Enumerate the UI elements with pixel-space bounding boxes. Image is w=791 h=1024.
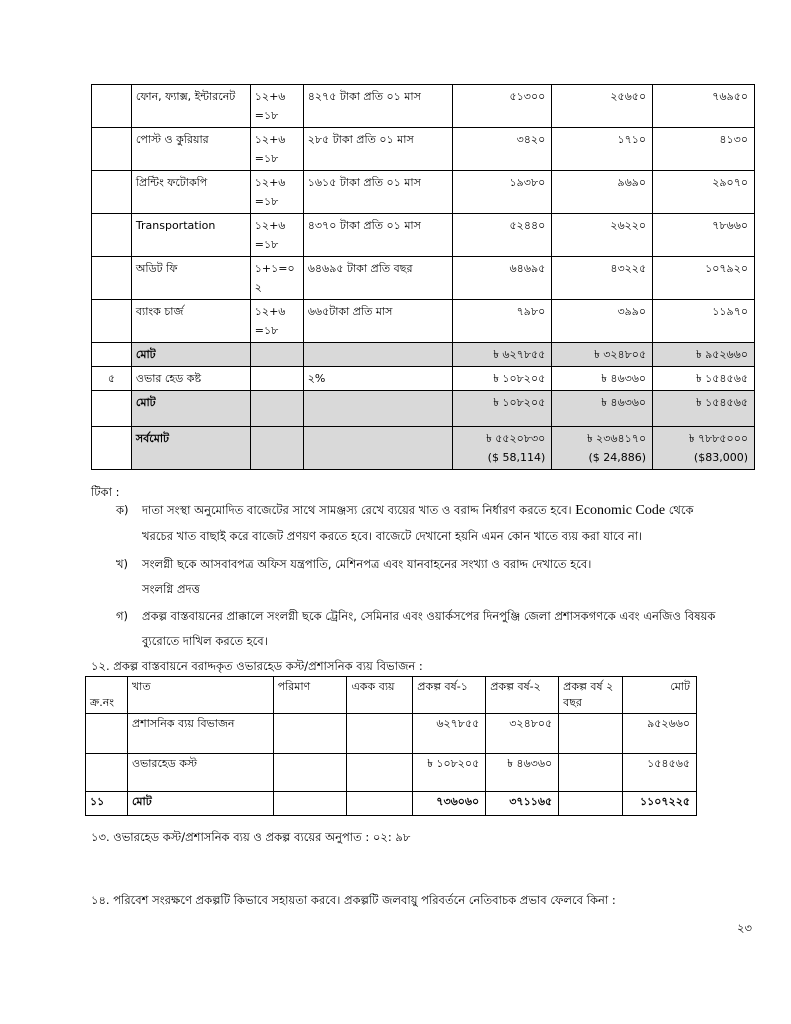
overhead-rate: ২% [303, 367, 453, 391]
item-rate: ৬৪৬৯৫ টাকা প্রতি বছর [303, 257, 453, 300]
overhead-year1: ৳ ১০৮২০৫ [453, 367, 552, 391]
item-year2: ২৫৬৫০ [552, 85, 653, 128]
overhead-total: ৳ ১৫৪৫৬৫ [653, 367, 755, 391]
row-item: প্রশাসনিক ব্যয় বিভাজন [127, 714, 273, 754]
item-serial [92, 257, 132, 300]
row-year3 [559, 714, 623, 754]
row-year2: ৳ ৪৬৩৬০ [486, 754, 559, 792]
item-total: ১১৯৭০ [653, 300, 755, 343]
item-year1: ১৯৩৮০ [453, 171, 552, 214]
grand-total-row [92, 427, 755, 470]
col-header-unit-cost: একক ব্যয় [347, 677, 413, 714]
subtotal-year2: ৳ ৩২৪৮০৫ [552, 343, 653, 367]
notes-title: টিকা : [91, 485, 120, 499]
subtotal-year1: ৳ ১০৮২০৫ [453, 391, 552, 427]
row-year3 [559, 754, 623, 792]
note-ka-line2: খরচের খাত বাছাই করে বাজেট প্রণয়ণ করতে হবে। বাজেটে দেখানো হয়নি এমন কোন খাতে ব্যয় করা যাবে না। [142, 529, 643, 543]
item-total: ৭৮৬৬০ [653, 214, 755, 257]
note-ga-line1: প্রকল্প বাস্তবায়নের প্রাক্কালে সংলগ্নী ছকে ট্রেনিং, সেমিনার এবং ওয়ার্কসপের দিনপুঞ্জি জেলা প্রশাসকগণকে এবং এনজিও বিষয়ক [142, 609, 716, 623]
overhead-row [92, 367, 755, 391]
item-year2: ১৭১০ [552, 128, 653, 171]
item-year1: ৭৯৮০ [453, 300, 552, 343]
grand-year1-usd: ($ 58,114) [487, 451, 546, 464]
row-year3 [559, 792, 623, 816]
item-name: পোস্ট ও কুরিয়ার [131, 128, 250, 171]
header-row [86, 677, 697, 714]
breakdown-rows [86, 714, 697, 816]
table-row [86, 714, 697, 754]
note-kha-sub: সংলগ্নি প্রদত্ত [142, 582, 200, 596]
subtotal-row [92, 343, 755, 367]
row-total: ৯৫২৬৬০ [623, 714, 697, 754]
item-rate: ১৬১৫ টাকা প্রতি ০১ মাস [303, 171, 453, 214]
overhead-breakdown-table [85, 676, 697, 816]
row-item: মোট [127, 792, 273, 816]
item-year1: ৬৪৬৯৫ [453, 257, 552, 300]
item-quantity: ১২+৬ =১৮ [250, 128, 303, 171]
item-rate: ৬৬৫টাকা প্রতি মাস [303, 300, 453, 343]
row-year1: ৭৩৬০৬০ [413, 792, 486, 816]
item-total: ৭৬৯৫০ [653, 85, 755, 128]
note-kha-text: সংলগ্নী ছকে আসবাবপত্র অফিস যন্ত্রপাতি, মেশিনপত্র এবং যানবাহনের সংখ্যা ও বরাদ্দ দেখাতে হবে। [142, 557, 592, 571]
col-header-year3: প্রকল্প বর্ষ ২ বছর [559, 677, 623, 714]
item-quantity: ১২+৬ =১৮ [250, 171, 303, 214]
page-number: ২৩ [737, 921, 752, 935]
item-name: Transportation [131, 214, 250, 257]
note-ga-marker: গ) [116, 609, 129, 623]
item-quantity: ১২+৬ =১৮ [250, 214, 303, 257]
note-kha-marker: খ) [116, 557, 129, 571]
item-serial [92, 300, 132, 343]
overhead-label: ওভার হেড কষ্ট [131, 367, 250, 391]
budget-item-row [92, 214, 755, 257]
row-unit-cost [347, 792, 413, 816]
item-year2: ২৬২২০ [552, 214, 653, 257]
row-serial [86, 754, 128, 792]
row-unit-cost [347, 754, 413, 792]
budget-item-row [92, 171, 755, 214]
row-total: ১৫৪৫৬৫ [623, 754, 697, 792]
subtotal-label: মোট [131, 391, 250, 427]
budget-item-row [92, 128, 755, 171]
col-header-quantity: পরিমাণ [273, 677, 347, 714]
section-13: ১৩. ওভারহেড কস্ট/প্রশাসনিক ব্যয় ও প্রকল্প ব্যয়ের অনুপাত : ০২: ৯৮ [91, 830, 411, 844]
item-quantity: ১+১=০ ২ [250, 257, 303, 300]
subtotal-total: ৳ ৯৫২৬৬০ [653, 343, 755, 367]
item-total: ১০৭৯২০ [653, 257, 755, 300]
section-14: ১৪. পরিবেশ সংরক্ষণে প্রকল্পটি কিভাবে সহায়তা করবে। প্রকল্পটি জলবায়ু পরিবর্তনে নেতিবাচক প্রভাব ফেলবে কিনা : [91, 893, 616, 907]
item-rate: ৪২৭৫ টাকা প্রতি ০১ মাস [303, 85, 453, 128]
note-ga-line2: ব্যুরোতে দাখিল করতে হবে। [142, 634, 268, 648]
row-quantity [273, 754, 347, 792]
row-serial [86, 714, 128, 754]
row-quantity [273, 792, 347, 816]
item-serial [92, 85, 132, 128]
item-rate: ৪৩৭০ টাকা প্রতি ০১ মাস [303, 214, 453, 257]
item-serial [92, 214, 132, 257]
col-header-total: মোট [623, 677, 697, 714]
subtotal-total: ৳ ১৫৪৫৬৫ [653, 391, 755, 427]
grand-total-bdt: ৳ ৭৮৮৫০০০ [689, 432, 748, 445]
item-serial [92, 171, 132, 214]
note-ka-marker: ক) [116, 503, 129, 517]
item-year2: ৯৬৯০ [552, 171, 653, 214]
row-unit-cost [347, 714, 413, 754]
item-year1: ৫১৩০০ [453, 85, 552, 128]
item-name: অডিট ফি [131, 257, 250, 300]
col-header-year2: প্রকল্প বর্ষ-২ [486, 677, 559, 714]
subtotal-year1: ৳ ৬২৭৮৫৫ [453, 343, 552, 367]
row-year1: ৳ ১০৮২০৫ [413, 754, 486, 792]
item-name: ফোন, ফ্যাক্স, ইন্টারনেট [131, 85, 250, 128]
table-row [86, 754, 697, 792]
section-12-heading: ১২. প্রকল্প বাস্তবায়নে বরাদ্দকৃত ওভারহেড কস্ট/প্রশাসনিক ব্যয় বিভাজন : [91, 659, 423, 673]
grand-year1-bdt: ৳ ৫৫২০৮৩০ [486, 432, 546, 445]
overhead-serial: ৫ [92, 367, 132, 391]
item-quantity: ১২+৬ =১৮ [250, 85, 303, 128]
item-serial [92, 128, 132, 171]
grand-year2-bdt: ৳ ২৩৬৪১৭০ [587, 432, 647, 445]
overhead-year2: ৳ ৪৬৩৬০ [552, 367, 653, 391]
item-year1: ৫২৪৪০ [453, 214, 552, 257]
subtotal-year2: ৳ ৪৬৩৬০ [552, 391, 653, 427]
item-quantity: ১২+৬ =১৮ [250, 300, 303, 343]
row-year2: ৩৭১১৬৫ [486, 792, 559, 816]
budget-item-row [92, 85, 755, 128]
item-total: ৪১৩০ [653, 128, 755, 171]
row-item: ওভারহেড কস্ট [127, 754, 273, 792]
item-rate: ২৮৫ টাকা প্রতি ০১ মাস [303, 128, 453, 171]
row-year2: ৩২৪৮০৫ [486, 714, 559, 754]
row-total: ১১০৭২২৫ [623, 792, 697, 816]
economic-code-term: Economic Code [575, 503, 666, 518]
budget-item-rows [92, 85, 755, 343]
col-header-year1: প্রকল্প বর্ষ-১ [413, 677, 486, 714]
item-year2: ৪৩২২৫ [552, 257, 653, 300]
item-year1: ৩৪২০ [453, 128, 552, 171]
item-total: ২৯০৭০ [653, 171, 755, 214]
note-ka-line1: দাতা সংস্থা অনুমোদিত বাজেটের সাথে সামঞ্জস্য রেখে ব্যয়ের খাত ও বরাদ্দ নির্ধারণ করতে হবে। Economic Code থেকে [142, 503, 694, 518]
subtotal-row [92, 391, 755, 427]
col-header-serial: ক্র.নং [86, 677, 128, 714]
item-name: ব্যাংক চার্জ [131, 300, 250, 343]
table-row [86, 792, 697, 816]
grand-year2-usd: ($ 24,886) [588, 451, 647, 464]
row-year1: ৬২৭৮৫৫ [413, 714, 486, 754]
row-quantity [273, 714, 347, 754]
row-serial: ১১ [86, 792, 128, 816]
item-name: প্রিন্টিং ফটোকপি [131, 171, 250, 214]
budget-item-row [92, 257, 755, 300]
grand-total-usd: ($83,000) [693, 451, 748, 464]
subtotal-label: মোট [131, 343, 250, 367]
budget-item-row [92, 300, 755, 343]
item-year2: ৩৯৯০ [552, 300, 653, 343]
grand-total-label: সর্বমোট [131, 427, 250, 470]
col-header-item: খাত [127, 677, 273, 714]
budget-table [91, 84, 755, 470]
